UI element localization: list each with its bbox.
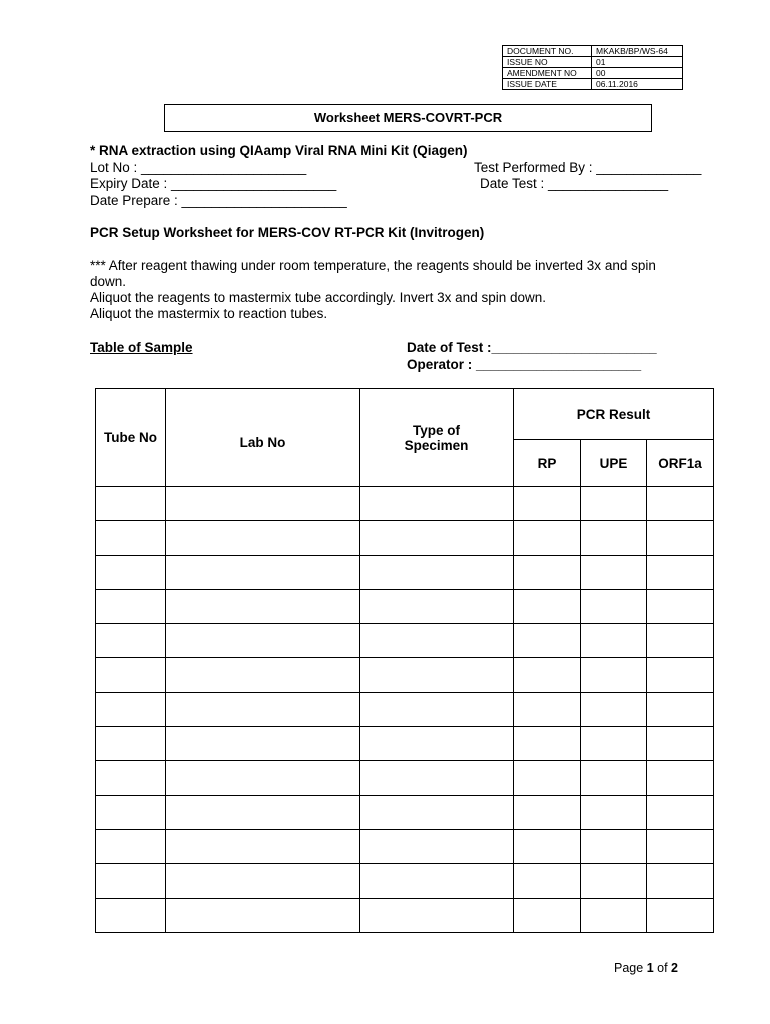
document-control-row xyxy=(503,79,683,90)
operator-field[interactable]: Operator : ______________________ xyxy=(407,357,642,372)
tube-no-cell[interactable] xyxy=(96,521,166,555)
expiry-date-field[interactable]: Expiry Date : ______________________ xyxy=(90,176,337,191)
document-control-row xyxy=(503,57,683,68)
lab-no-cell[interactable] xyxy=(166,692,360,726)
tube-no-cell[interactable] xyxy=(96,829,166,863)
orf1a-cell[interactable] xyxy=(647,624,714,658)
table-row xyxy=(96,624,714,658)
upe-cell[interactable] xyxy=(581,898,647,932)
lot-no-field[interactable]: Lot No : ______________________ xyxy=(90,160,307,175)
lab-no-cell[interactable] xyxy=(166,795,360,829)
rp-cell[interactable] xyxy=(514,727,581,761)
lab-no-cell[interactable] xyxy=(166,761,360,795)
rp-cell[interactable] xyxy=(514,589,581,623)
orf1a-header: ORF1a xyxy=(647,440,714,487)
upe-cell[interactable] xyxy=(581,795,647,829)
tube-no-cell[interactable] xyxy=(96,658,166,692)
tube-no-cell[interactable] xyxy=(96,727,166,761)
upe-header: UPE xyxy=(581,440,647,487)
orf1a-cell[interactable] xyxy=(647,521,714,555)
table-row xyxy=(96,521,714,555)
pcr-setup-heading: PCR Setup Worksheet for MERS-COV RT-PCR Kit (Invitrogen) xyxy=(90,225,485,240)
rp-cell[interactable] xyxy=(514,795,581,829)
upe-cell[interactable] xyxy=(581,487,647,521)
table-row xyxy=(96,727,714,761)
instructions-block xyxy=(90,258,690,322)
page-total: 2 xyxy=(671,961,678,975)
of-word: of xyxy=(657,961,668,975)
type-of-specimen-cell[interactable] xyxy=(360,692,514,726)
upe-cell[interactable] xyxy=(581,555,647,589)
tube-no-cell[interactable] xyxy=(96,864,166,898)
sample-table-body xyxy=(96,487,714,933)
table-row xyxy=(96,487,714,521)
rp-cell[interactable] xyxy=(514,761,581,795)
table-of-sample-label: Table of Sample xyxy=(90,340,193,355)
upe-cell[interactable] xyxy=(581,624,647,658)
page-number xyxy=(614,961,678,975)
upe-cell[interactable] xyxy=(581,589,647,623)
lab-no-header: Lab No xyxy=(166,389,360,487)
table-row xyxy=(96,692,714,726)
upe-cell[interactable] xyxy=(581,727,647,761)
document-control-key: AMENDMENT NO xyxy=(503,68,592,79)
rp-cell[interactable] xyxy=(514,658,581,692)
page-word: Page xyxy=(614,961,644,975)
page-current: 1 xyxy=(646,961,654,975)
test-performed-by-field[interactable]: Test Performed By : ______________ xyxy=(474,160,702,175)
type-of-specimen-cell[interactable] xyxy=(360,521,514,555)
upe-cell[interactable] xyxy=(581,829,647,863)
orf1a-cell[interactable] xyxy=(647,829,714,863)
upe-cell[interactable] xyxy=(581,761,647,795)
instruction-line: Aliquot the reagents to mastermix tube accordingly. Invert 3x and spin down. xyxy=(90,290,546,305)
orf1a-cell[interactable] xyxy=(647,555,714,589)
orf1a-cell[interactable] xyxy=(647,864,714,898)
lab-no-cell[interactable] xyxy=(166,487,360,521)
tube-no-cell[interactable] xyxy=(96,589,166,623)
document-control-key: ISSUE DATE xyxy=(503,79,592,90)
document-control-value: MKAKB/BP/WS-64 xyxy=(592,46,683,57)
orf1a-cell[interactable] xyxy=(647,658,714,692)
orf1a-cell[interactable] xyxy=(647,898,714,932)
rp-cell[interactable] xyxy=(514,898,581,932)
table-row xyxy=(96,829,714,863)
lab-no-cell[interactable] xyxy=(166,658,360,692)
upe-cell[interactable] xyxy=(581,521,647,555)
pcr-result-header: PCR Result xyxy=(514,389,714,440)
sample-table xyxy=(95,388,714,933)
document-control-value: 00 xyxy=(592,68,683,79)
orf1a-cell[interactable] xyxy=(647,487,714,521)
type-of-specimen-cell[interactable] xyxy=(360,795,514,829)
type-of-specimen-cell[interactable] xyxy=(360,864,514,898)
table-header-row xyxy=(96,389,714,440)
tube-no-cell[interactable] xyxy=(96,795,166,829)
table-row xyxy=(96,589,714,623)
table-row xyxy=(96,864,714,898)
tube-no-cell[interactable] xyxy=(96,624,166,658)
type-of-specimen-cell[interactable] xyxy=(360,555,514,589)
tube-no-cell[interactable] xyxy=(96,898,166,932)
document-control-key: ISSUE NO xyxy=(503,57,592,68)
type-of-specimen-cell[interactable] xyxy=(360,898,514,932)
instruction-line: Aliquot the mastermix to reaction tubes. xyxy=(90,306,328,321)
tube-no-cell[interactable] xyxy=(96,692,166,726)
lab-no-cell[interactable] xyxy=(166,727,360,761)
sample-table-head xyxy=(96,389,714,487)
document-control-row xyxy=(503,46,683,57)
tube-no-header: Tube No xyxy=(96,389,166,487)
instruction-line: *** After reagent thawing under room temperature, the reagents should be inverted 3x and spin down. xyxy=(90,258,656,289)
rp-header: RP xyxy=(514,440,581,487)
orf1a-cell[interactable] xyxy=(647,795,714,829)
type-of-specimen-header: Type of Specimen xyxy=(360,389,514,487)
upe-cell[interactable] xyxy=(581,864,647,898)
rp-cell[interactable] xyxy=(514,487,581,521)
lab-no-cell[interactable] xyxy=(166,589,360,623)
lab-no-cell[interactable] xyxy=(166,555,360,589)
type-of-specimen-cell[interactable] xyxy=(360,487,514,521)
document-control-value: 01 xyxy=(592,57,683,68)
upe-cell[interactable] xyxy=(581,692,647,726)
worksheet-title: Worksheet MERS-COVRT-PCR xyxy=(164,104,652,132)
rna-extraction-heading: * RNA extraction using QIAamp Viral RNA Mini Kit (Qiagen) xyxy=(90,143,468,158)
document-control-value: 06.11.2016 xyxy=(592,79,683,90)
document-control-body xyxy=(503,46,683,90)
rp-cell[interactable] xyxy=(514,555,581,589)
orf1a-cell[interactable] xyxy=(647,692,714,726)
orf1a-cell[interactable] xyxy=(647,761,714,795)
tube-no-cell[interactable] xyxy=(96,555,166,589)
lab-no-cell[interactable] xyxy=(166,829,360,863)
document-control-key: DOCUMENT NO. xyxy=(503,46,592,57)
lab-no-cell[interactable] xyxy=(166,898,360,932)
type-of-specimen-cell[interactable] xyxy=(360,624,514,658)
date-test-field[interactable]: Date Test : ________________ xyxy=(480,176,669,191)
table-row xyxy=(96,795,714,829)
document-control-table xyxy=(502,45,683,90)
rp-cell[interactable] xyxy=(514,521,581,555)
lab-no-cell[interactable] xyxy=(166,624,360,658)
type-of-specimen-cell[interactable] xyxy=(360,761,514,795)
rp-cell[interactable] xyxy=(514,692,581,726)
date-prepare-field[interactable]: Date Prepare : ______________________ xyxy=(90,193,347,208)
type-of-specimen-cell[interactable] xyxy=(360,589,514,623)
table-row xyxy=(96,898,714,932)
tube-no-cell[interactable] xyxy=(96,487,166,521)
orf1a-cell[interactable] xyxy=(647,727,714,761)
date-of-test-field[interactable]: Date of Test :______________________ xyxy=(407,340,657,355)
rp-cell[interactable] xyxy=(514,624,581,658)
rp-cell[interactable] xyxy=(514,864,581,898)
type-of-specimen-cell[interactable] xyxy=(360,727,514,761)
table-row xyxy=(96,658,714,692)
table-row xyxy=(96,555,714,589)
orf1a-cell[interactable] xyxy=(647,589,714,623)
rp-cell[interactable] xyxy=(514,829,581,863)
table-row xyxy=(96,761,714,795)
type-of-specimen-cell[interactable] xyxy=(360,829,514,863)
upe-cell[interactable] xyxy=(581,658,647,692)
type-of-specimen-cell[interactable] xyxy=(360,658,514,692)
lab-no-cell[interactable] xyxy=(166,864,360,898)
lab-no-cell[interactable] xyxy=(166,521,360,555)
tube-no-cell[interactable] xyxy=(96,761,166,795)
document-control-row xyxy=(503,68,683,79)
